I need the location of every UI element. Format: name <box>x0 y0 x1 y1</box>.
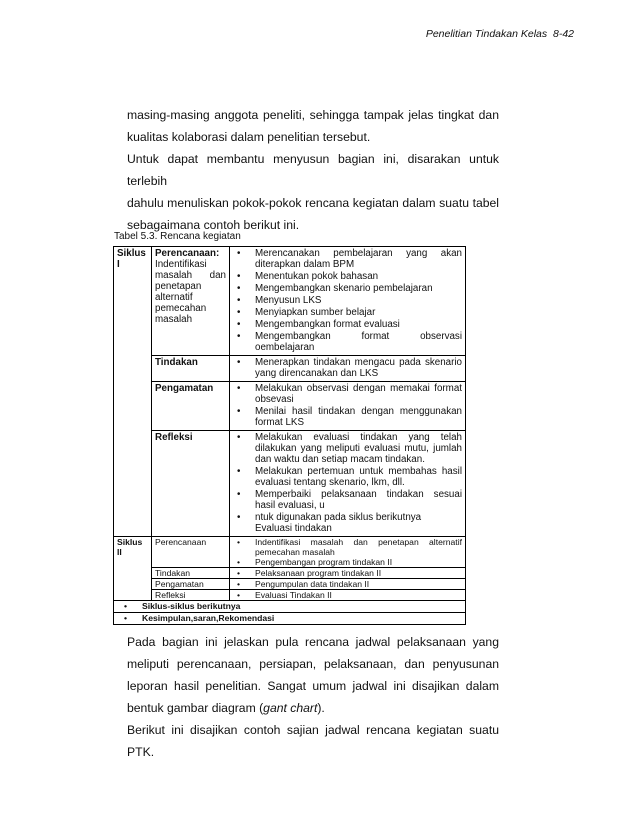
list-item-text: • Merencanakan pembelajaran yang akan <box>255 248 462 259</box>
table-row <box>114 247 466 356</box>
list-item-text: • Menilai hasil tindakan dengan menggunakan <box>255 406 462 417</box>
observation-items-cell <box>230 579 466 590</box>
observation-label: Pengamatan <box>152 579 230 590</box>
intro-line: Untuk dapat membantu menyusun bagian ini, disarakan untuk terlebih <box>127 152 499 188</box>
list-item-text: • Memperbaiki pelaksanaan tindakan sesuai <box>255 489 462 500</box>
table-row <box>114 431 466 537</box>
list-item-text: yang direncanakan dan LKS <box>255 368 379 379</box>
list-item <box>233 489 462 511</box>
cycle-label-number: I <box>117 259 120 270</box>
list-item <box>233 590 462 600</box>
reflection-items-cell <box>230 431 466 537</box>
table-row <box>114 579 466 590</box>
list-item <box>233 537 462 557</box>
intro-line: kualitas kolaborasi dalam penelitian tersebut. <box>127 130 371 144</box>
plan-items-cell <box>230 247 466 356</box>
reflection-items-cell <box>230 590 466 601</box>
list-item-text: Evaluasi Tindakan II <box>255 590 332 600</box>
closing-line: meliputi perencanaan, persiapan, pelaksanaan, dan penyusunan <box>127 657 499 671</box>
list-item <box>233 283 462 294</box>
list-item <box>233 295 462 306</box>
running-title: Penelitian Tindakan Kelas <box>425 28 548 40</box>
plan-desc-word: dan <box>209 270 226 281</box>
activity-plan-table <box>113 246 466 625</box>
list-item-text: diterapkan dalam BPM <box>255 259 355 270</box>
footer-item-text: Siklus-siklus berikutnya <box>142 601 241 611</box>
cycle-label-text: Siklus <box>117 537 143 547</box>
plan-items-cell <box>230 537 466 568</box>
closing-line-text: ). <box>317 701 325 715</box>
table-row <box>114 613 466 625</box>
list-item-text: Menentukan pokok bahasan <box>255 271 379 282</box>
plan-desc: pemecahan <box>155 303 207 314</box>
action-items-cell <box>230 356 466 382</box>
list-item <box>233 248 462 270</box>
cycle-1-label <box>114 247 152 537</box>
closing-line-text: bentuk gambar diagram ( <box>127 701 264 715</box>
plan-cell <box>152 247 230 356</box>
list-item-text: dan waktu dan setiap macam tindakan. <box>255 454 425 465</box>
plan-label: Perencanaan <box>152 537 230 568</box>
table-caption: Tabel 5.3. Rencana kegiatan <box>114 231 241 242</box>
list-item-text: Pelaksanaan program tindakan II <box>255 568 382 578</box>
list-item-text: Mengembangkan skenario pembelajaran <box>255 283 433 294</box>
plan-desc-word: masalah <box>155 270 193 281</box>
cycle-label-number: II <box>117 547 122 557</box>
intro-line: sebagaimana contoh berikut ini. <box>127 218 300 232</box>
list-item <box>233 432 462 465</box>
footer-item-text: Kesimpulan,saran,Rekomendasi <box>142 613 275 623</box>
plan-desc <box>155 270 226 281</box>
footer-item: • Kesimpulan,saran,Rekomendasi <box>114 613 466 625</box>
list-item <box>233 271 462 282</box>
list-item-text: format LKS <box>255 417 305 428</box>
list-item-text: • Menerapkan tindakan mengacu pada skenario <box>255 357 462 368</box>
list-item-text: Pengumpulan data tindakan II <box>255 579 370 589</box>
reflection-label: Refleksi <box>152 590 230 601</box>
closing-line: Berikut ini disajikan contoh sajian jadwal rencana kegiatan suatu PTK. <box>127 723 499 759</box>
reflection-label: Refleksi <box>152 431 230 537</box>
list-item-text: Mengembangkan format evaluasi <box>255 319 400 330</box>
list-item-text: evaluasi tentang skenario, lkm, dll. <box>255 477 405 488</box>
plan-desc: penetapan <box>155 281 202 292</box>
list-item <box>233 406 462 428</box>
table-row <box>114 537 466 568</box>
list-item-text: obsevasi <box>255 394 294 405</box>
list-item-text: hasil evaluasi, u <box>255 500 325 511</box>
list-item-text: Evaluasi tindakan <box>255 523 332 534</box>
cycle-label-text: Siklus <box>117 248 146 259</box>
cycle-2-label <box>114 537 152 601</box>
intro-paragraph <box>127 104 499 236</box>
table-row <box>114 382 466 431</box>
list-item <box>233 466 462 488</box>
list-item-text: dilakukan yang meliputi evaluasi mutu, jumlah <box>255 443 462 454</box>
list-item-text: ntuk digunakan pada siklus berikutnya <box>255 512 422 523</box>
plan-desc: alternatif <box>155 292 193 303</box>
list-item-text: • Indentifikasi masalah dan penetapan alternatif <box>255 537 462 547</box>
table-row <box>114 568 466 579</box>
list-item <box>233 579 462 589</box>
running-header <box>426 28 574 40</box>
table-row <box>114 601 466 613</box>
footer-item: • Siklus-siklus berikutnya <box>114 601 466 613</box>
list-item <box>233 319 462 330</box>
list-item-text: Menyusun LKS <box>255 295 322 306</box>
closing-line-italic: gant chart <box>263 701 318 715</box>
list-item <box>233 512 462 534</box>
list-item-text: Menyiapkan sumber belajar <box>255 307 376 318</box>
observation-items-cell <box>230 382 466 431</box>
list-item <box>233 307 462 318</box>
plan-label: Perencanaan: <box>155 248 220 259</box>
action-label: Tindakan <box>152 356 230 382</box>
table-row <box>114 356 466 382</box>
list-item <box>233 568 462 578</box>
intro-line: dahulu menuliskan pokok-pokok rencana kegiatan dalam suatu tabel <box>127 196 499 210</box>
action-items-cell <box>230 568 466 579</box>
page-number: 8-42 <box>552 28 574 40</box>
list-item <box>233 383 462 405</box>
list-item-text: • Melakukan pertemuan untuk membahas hasil <box>255 466 462 477</box>
action-label: Tindakan <box>152 568 230 579</box>
list-item <box>233 357 462 379</box>
observation-label: Pengamatan <box>152 382 230 431</box>
list-item <box>233 331 462 353</box>
closing-paragraph <box>127 631 499 763</box>
table-row <box>114 590 466 601</box>
list-item-text: • Melakukan evaluasi tindakan yang telah <box>255 432 462 443</box>
list-item <box>233 557 462 567</box>
list-item-text: oembelajaran <box>255 342 315 353</box>
list-item-text: • Melakukan observasi dengan memakai format <box>255 383 462 394</box>
closing-line <box>127 697 499 719</box>
intro-line: masing-masing anggota peneliti, sehingga tampak jelas tingkat dan <box>127 108 499 122</box>
list-item-text: Pengembangan program tindakan II <box>255 557 393 567</box>
closing-line: leporan hasil penelitian. Sangat umum jadwal ini disajikan dalam <box>127 679 499 693</box>
closing-line: Pada bagian ini jelaskan pula rencana jadwal pelaksanaan yang <box>127 635 499 649</box>
plan-desc: masalah <box>155 314 193 325</box>
list-item-text: • Mengembangkan format observasi <box>255 331 462 342</box>
list-item-text: pemecahan masalah <box>255 547 335 557</box>
plan-desc: Indentifikasi <box>155 259 207 270</box>
